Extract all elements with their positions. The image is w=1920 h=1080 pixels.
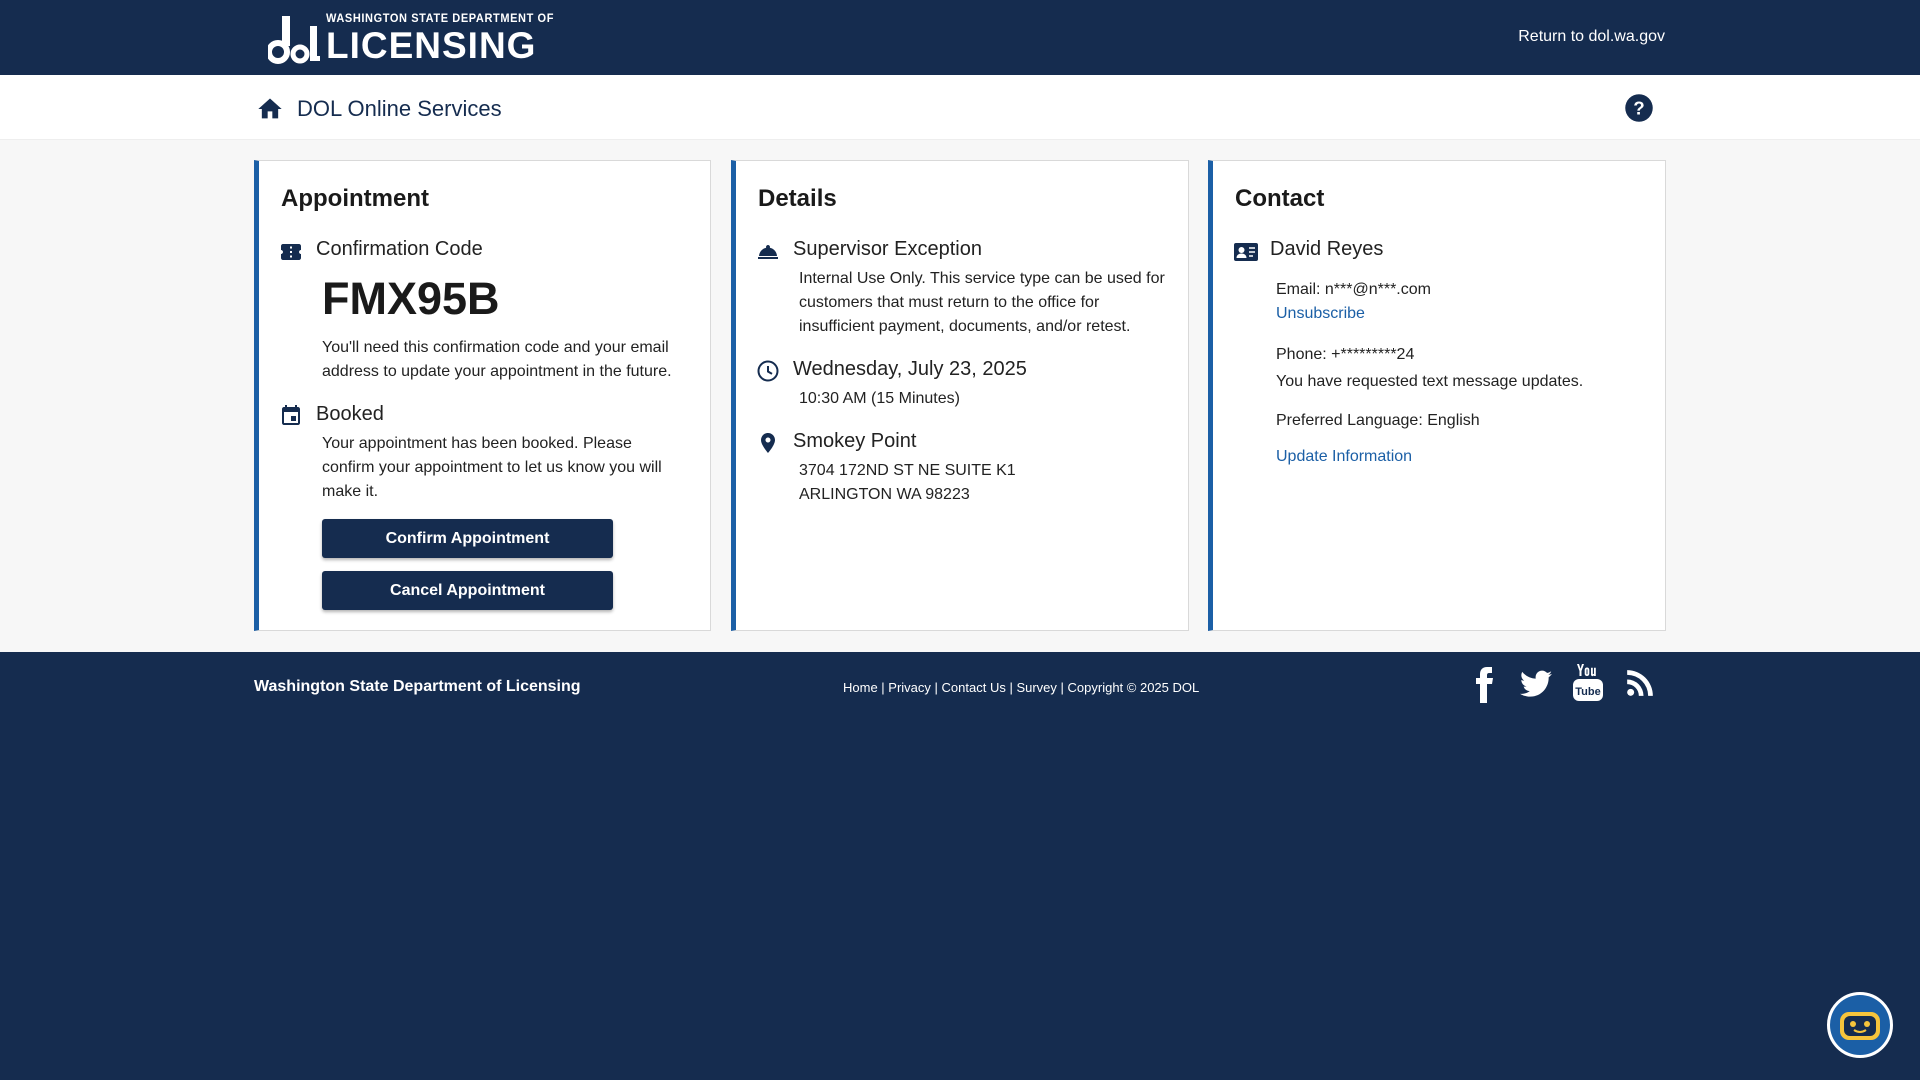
- help-icon[interactable]: [1624, 93, 1654, 123]
- service-description-line-1: Internal Use Only. This service type can be used for: [799, 270, 1165, 287]
- svg-text:Tube: Tube: [1575, 686, 1601, 698]
- ticket-icon: [279, 240, 303, 264]
- booked-note-line-3: make it.: [322, 483, 379, 500]
- location-name: Smokey Point: [793, 430, 917, 452]
- contact-card-icon: [1233, 240, 1259, 264]
- twitter-icon[interactable]: [1520, 669, 1552, 699]
- logo-big-text: LICENSING: [326, 25, 537, 66]
- contact-card: [1208, 160, 1666, 631]
- sub-header: [0, 75, 1920, 140]
- details-card: [731, 160, 1189, 631]
- booked-note-line-2: confirm your appointment to let us know you will: [322, 459, 662, 476]
- rss-icon[interactable]: [1626, 669, 1654, 697]
- address-line-1: 3704 172ND ST NE SUITE K1: [799, 462, 1016, 479]
- booked-status-label: Booked: [316, 403, 384, 425]
- confirm-appointment-button[interactable]: Confirm Appointment: [322, 519, 613, 558]
- contact-heading: Contact: [1235, 185, 1325, 212]
- youtube-icon[interactable]: [1572, 664, 1604, 702]
- sms-note: You have requested text message updates.: [1276, 373, 1584, 390]
- footer-org-name: Washington State Department of Licensing: [254, 678, 581, 695]
- service-name: Supervisor Exception: [793, 238, 982, 260]
- top-header: [0, 0, 1920, 75]
- appointment-heading: Appointment: [281, 185, 429, 212]
- footer-contact-link[interactable]: Contact Us: [941, 680, 1006, 695]
- main-content: [0, 140, 1920, 652]
- calendar-icon: [279, 404, 303, 428]
- update-information-link[interactable]: Update Information: [1276, 448, 1413, 465]
- preferred-language: Preferred Language: English: [1276, 412, 1480, 429]
- footer-survey-link[interactable]: Survey: [1016, 680, 1057, 695]
- location-pin-icon: [756, 431, 780, 455]
- footer-privacy-link[interactable]: Privacy: [888, 680, 931, 695]
- footer: [0, 652, 1920, 1080]
- facebook-icon[interactable]: [1472, 667, 1498, 703]
- footer-home-link[interactable]: Home: [843, 680, 878, 695]
- footer-links: Home | Privacy | Contact Us | Survey | Copyright © 2025 DOL: [843, 680, 1200, 695]
- code-note-line-2: address to update your appointment in the future.: [322, 363, 672, 380]
- clock-icon: [756, 359, 780, 383]
- home-icon[interactable]: [256, 95, 284, 123]
- footer-copyright: Copyright © 2025 DOL: [1067, 680, 1200, 695]
- cancel-appointment-button[interactable]: Cancel Appointment: [322, 571, 613, 610]
- site-title[interactable]: DOL Online Services: [297, 96, 502, 121]
- address-line-2: ARLINGTON WA 98223: [799, 486, 970, 503]
- appointment-date: Wednesday, July 23, 2025: [793, 358, 1027, 380]
- booked-note-line-1: Your appointment has been booked. Please: [322, 435, 632, 452]
- unsubscribe-link[interactable]: Unsubscribe: [1276, 305, 1365, 322]
- service-bell-icon: [756, 240, 780, 264]
- confirmation-code-label: Confirmation Code: [316, 238, 483, 260]
- service-description-line-2: customers that must return to the office for: [799, 294, 1100, 311]
- dol-logo-mark-icon: [268, 16, 320, 64]
- svg-text:?: ?: [1633, 97, 1645, 119]
- code-note-line-1: You'll need this confirmation code and your email: [322, 339, 669, 356]
- service-description-line-3: insufficient payment, documents, and/or retest.: [799, 318, 1131, 335]
- contact-phone: Phone: +*********24: [1276, 346, 1415, 363]
- contact-name: David Reyes: [1270, 238, 1384, 260]
- confirmation-code: FMX95B: [322, 273, 500, 324]
- details-heading: Details: [758, 185, 837, 212]
- return-to-dol-link[interactable]: Return to dol.wa.gov: [1518, 28, 1665, 45]
- chatbot-icon[interactable]: [1825, 990, 1895, 1060]
- logo-small-text: WASHINGTON STATE DEPARTMENT OF: [326, 12, 555, 26]
- dol-logo[interactable]: [268, 14, 554, 64]
- appointment-time: 10:30 AM (15 Minutes): [799, 390, 960, 407]
- contact-email: Email: n***@n***.com: [1276, 281, 1431, 298]
- appointment-card: [254, 160, 711, 631]
